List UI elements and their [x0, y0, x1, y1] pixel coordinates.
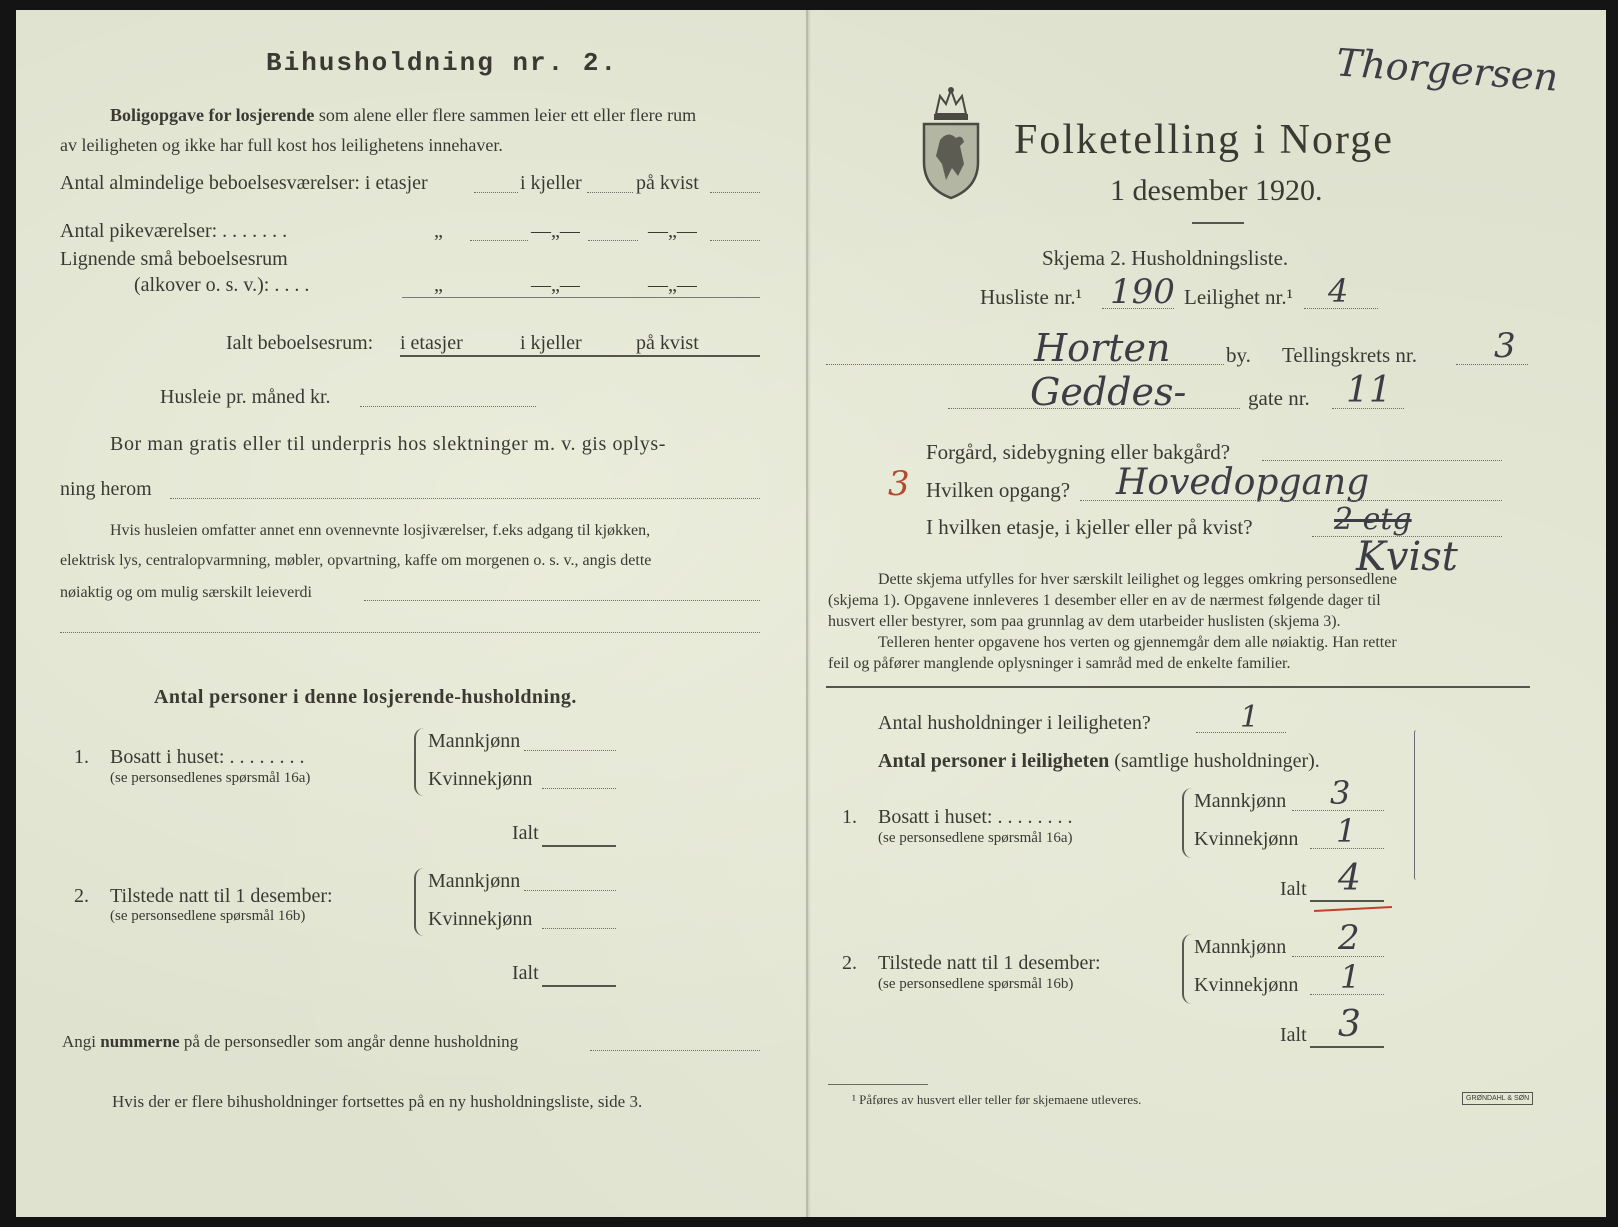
- right-q2-label: Tilstede natt til 1 desember:: [878, 952, 1101, 974]
- rent-note-field-2[interactable]: [60, 632, 760, 633]
- right-title: Folketelling i Norge: [1014, 117, 1394, 163]
- small-rooms-label-2: (alkover o. s. v.): . . . .: [134, 274, 310, 296]
- small-ditto: „: [434, 274, 443, 296]
- page-fold: [806, 10, 808, 1217]
- small-dash-ditto-1: —„—: [531, 274, 580, 296]
- right-persons-rest: (samtlige husholdninger).: [1114, 750, 1320, 772]
- street-label: gate nr.: [1248, 386, 1310, 410]
- husliste-value: 190: [1110, 272, 1175, 312]
- left-q1-brace: [414, 728, 426, 796]
- left-q2-female-field[interactable]: [542, 928, 616, 929]
- right-q2-brace: [1182, 934, 1194, 1004]
- right-q1-male-label: Mannkjønn: [1194, 790, 1287, 812]
- left-q2-total: Ialt: [512, 962, 539, 984]
- schema-label: Skjema 2. Husholdningsliste.: [1042, 246, 1289, 270]
- small-rooms-rule: [402, 297, 760, 298]
- etasje-value-2: Kvist: [1356, 534, 1458, 580]
- households-value: 1: [1240, 700, 1260, 735]
- intro-bold: Boligopgave for losjerende: [110, 105, 315, 125]
- right-q1-male-value: 3: [1330, 774, 1351, 812]
- title-rule: [1192, 222, 1244, 224]
- right-q2-female-field[interactable]: [1310, 994, 1384, 995]
- small-dash-ditto-2: —„—: [648, 274, 697, 296]
- right-q1-brace: [1182, 788, 1194, 858]
- rent-note-1: Hvis husleien omfatter annet enn ovennevnte losjiværelser, f.eks adgang til kjøkken,: [110, 522, 651, 539]
- total-rooms-cellar: i kjeller: [520, 332, 582, 354]
- footnote: ¹ Påføres av husvert eller teller før skjemaene utleveres.: [852, 1092, 1142, 1107]
- right-q2-male-value: 2: [1338, 918, 1360, 958]
- census-form-sheet: [16, 10, 1606, 1217]
- left-q2-num: 2.: [74, 885, 89, 907]
- leilighet-field[interactable]: [1304, 308, 1378, 309]
- instr-5: feil og påfører manglende oplysninger i samråd med de enkelte familier.: [828, 655, 1291, 672]
- left-q2-male: Mannkjønn: [428, 870, 521, 892]
- red-correction-stroke: [1314, 906, 1392, 912]
- maid-dash-ditto-1: —„—: [531, 220, 580, 242]
- left-q1-male: Mannkjønn: [428, 730, 521, 752]
- left-q1-female: Kvinnekjønn: [428, 768, 533, 790]
- instr-1: Dette skjema utfylles for hver særskilt leilighet og legges omkring personsedlene: [878, 571, 1397, 588]
- right-q2-female-label: Kvinnekjønn: [1194, 974, 1299, 996]
- right-q1-female-field[interactable]: [1310, 848, 1384, 849]
- rent-note-3: nøiaktig og om mulig særskilt leieverdi: [60, 584, 312, 601]
- husliste-label: Husliste nr.¹: [980, 285, 1082, 309]
- right-q1-total-value: 4: [1338, 858, 1361, 899]
- rooms-attic-field[interactable]: [710, 192, 760, 193]
- right-q1-female-label: Kvinnekjønn: [1194, 828, 1299, 850]
- free-line-1: Bor man gratis eller til underpris hos slektninger m. v. gis oplys-: [110, 433, 667, 455]
- opgang-mark: 3: [888, 464, 910, 504]
- right-q1-total-field[interactable]: [1310, 900, 1384, 902]
- hand-bracket-mark: [1414, 730, 1419, 880]
- street-number-field[interactable]: [1332, 408, 1404, 409]
- free-line-2: ning herom: [60, 478, 152, 500]
- rooms-floors-field[interactable]: [474, 192, 518, 193]
- total-rooms-attic: på kvist: [636, 332, 699, 354]
- norway-coat-of-arms-icon: [918, 84, 984, 202]
- left-q2-brace: [414, 868, 426, 936]
- hand-name: Thorgersen: [1334, 40, 1560, 100]
- etasje-value-1: 2 etg: [1334, 502, 1412, 537]
- right-q1-male-field[interactable]: [1292, 810, 1384, 811]
- numbers-line: [62, 1032, 518, 1052]
- instr-rule: [826, 686, 1530, 688]
- left-q1-sub: (se personsedlenes spørsmål 16a): [110, 770, 311, 786]
- instr-2: (skjema 1). Opgavene innleveres 1 desember eller en av de nærmest følgende dager til: [828, 592, 1381, 609]
- left-q2-total-field[interactable]: [542, 985, 616, 987]
- right-q1-sub: (se personsedlene spørsmål 16a): [878, 830, 1073, 846]
- households-field[interactable]: [1196, 732, 1286, 733]
- left-q1-num: 1.: [74, 746, 89, 768]
- krets-value: 3: [1494, 326, 1516, 366]
- city-label: by.: [1226, 343, 1251, 367]
- right-q2-male-label: Mannkjønn: [1194, 936, 1287, 958]
- right-persons-heading: [878, 750, 1320, 773]
- right-q2-total-value: 3: [1338, 1004, 1361, 1045]
- husliste-field[interactable]: [1102, 308, 1174, 309]
- right-q2-female-value: 1: [1340, 958, 1361, 996]
- street-value: Geddes-: [1030, 370, 1187, 414]
- right-q2-num: 2.: [842, 952, 857, 974]
- maid-dash-ditto-2: —„—: [648, 220, 697, 242]
- city-value: Horten: [1034, 326, 1171, 370]
- rooms-cellar-label: i kjeller: [520, 172, 582, 194]
- total-rooms-floors: i etasjer: [400, 332, 463, 354]
- continue-note: Hvis der er flere bihusholdninger fortsettes på en ny husholdningsliste, side 3.: [112, 1092, 643, 1111]
- left-q1-label: Bosatt i huset: . . . . . . . .: [110, 746, 305, 768]
- forgard-label: Forgård, sidebygning eller bakgård?: [926, 440, 1231, 464]
- numbers-bold: nummerne: [100, 1032, 180, 1051]
- city-field[interactable]: [826, 364, 1224, 365]
- right-q2-sub: (se personsedlene spørsmål 16b): [878, 976, 1074, 992]
- krets-label: Tellingskrets nr.: [1282, 343, 1418, 367]
- footnote-rule: [828, 1084, 928, 1085]
- left-q1-female-field[interactable]: [542, 788, 616, 789]
- right-q1-num: 1.: [842, 806, 857, 828]
- rent-note-2: elektrisk lys, centralopvarmning, møbler, opvartning, kaffe om morgenen o. s. v., angis dette: [60, 552, 652, 569]
- households-label: Antal husholdninger i leiligheten?: [878, 712, 1151, 734]
- maid-rooms-label: Antal pikeværelser: . . . . . . .: [60, 220, 288, 242]
- left-title: Bihusholdning nr. 2.: [266, 48, 619, 78]
- maid-attic-field[interactable]: [710, 240, 760, 241]
- left-persons-heading: Antal personer i denne losjerende-husholdning.: [154, 686, 577, 708]
- rooms-cellar-field[interactable]: [587, 192, 633, 193]
- left-q2-male-field[interactable]: [524, 890, 616, 891]
- krets-field[interactable]: [1456, 364, 1528, 365]
- opgang-field[interactable]: [1080, 500, 1502, 501]
- intro-line2: av leiligheten og ikke har full kost hos leilighetens innehaver.: [60, 135, 503, 155]
- numbers-pre: Angi: [62, 1032, 96, 1051]
- leilighet-label: Leilighet nr.¹: [1184, 285, 1293, 309]
- intro-rest: som alene eller flere sammen leier ett eller flere rum: [318, 105, 697, 125]
- street-number: 11: [1346, 370, 1392, 411]
- right-q2-male-field[interactable]: [1292, 956, 1384, 957]
- left-q1-total-field[interactable]: [542, 845, 616, 847]
- forgard-field[interactable]: [1262, 460, 1502, 461]
- opgang-label: Hvilken opgang?: [926, 478, 1071, 502]
- right-persons-bold: Antal personer i leiligheten: [878, 750, 1110, 772]
- rent-note-field[interactable]: [364, 600, 760, 601]
- left-q2-female: Kvinnekjønn: [428, 908, 533, 930]
- instr-3: husvert eller bestyrer, som paa grunnlag av dem utarbeider huslisten (skjema 3).: [828, 613, 1341, 630]
- maid-floors-field[interactable]: [470, 240, 528, 241]
- right-date: 1 desember 1920.: [1110, 174, 1323, 207]
- left-q2-sub: (se personsedlene spørsmål 16b): [110, 908, 306, 924]
- rooms-attic-label: på kvist: [636, 172, 699, 194]
- left-q1-male-field[interactable]: [524, 750, 616, 751]
- right-q2-total-field[interactable]: [1310, 1046, 1384, 1048]
- street-field[interactable]: [948, 408, 1240, 409]
- total-rooms-label: Ialt beboelsesrum:: [226, 332, 374, 354]
- leilighet-value: 4: [1328, 272, 1349, 310]
- left-q2-label: Tilstede natt til 1 desember:: [110, 885, 333, 907]
- free-field[interactable]: [170, 498, 760, 499]
- left-intro: [110, 105, 696, 126]
- right-q1-label: Bosatt i huset: . . . . . . . .: [878, 806, 1073, 828]
- printer-stamp: GRØNDAHL & SØN: [1462, 1092, 1533, 1105]
- rent-label: Husleie pr. måned kr.: [160, 386, 331, 408]
- numbers-field[interactable]: [590, 1050, 760, 1051]
- instr-4: Telleren henter opgavene hos verten og gjennemgår dem alle nøiaktig. Han retter: [878, 634, 1397, 651]
- small-rooms-label-1: Lignende små beboelsesrum: [60, 248, 288, 270]
- etasje-label: I hvilken etasje, i kjeller eller på kvist?: [926, 515, 1253, 539]
- rent-field[interactable]: [360, 406, 536, 407]
- maid-cellar-field[interactable]: [588, 240, 638, 241]
- left-q1-total: Ialt: [512, 822, 539, 844]
- right-q2-total-label: Ialt: [1280, 1024, 1307, 1046]
- numbers-rest: på de personsedler som angår denne husholdning: [183, 1032, 519, 1051]
- right-q1-total-label: Ialt: [1280, 878, 1307, 900]
- right-q1-female-value: 1: [1336, 812, 1357, 850]
- total-rooms-rule: [400, 355, 760, 357]
- rooms-label: Antal almindelige beboelsesværelser: i etasjer: [60, 172, 428, 194]
- maid-ditto: „: [434, 220, 443, 242]
- opgang-value: Hovedopgang: [1116, 462, 1370, 503]
